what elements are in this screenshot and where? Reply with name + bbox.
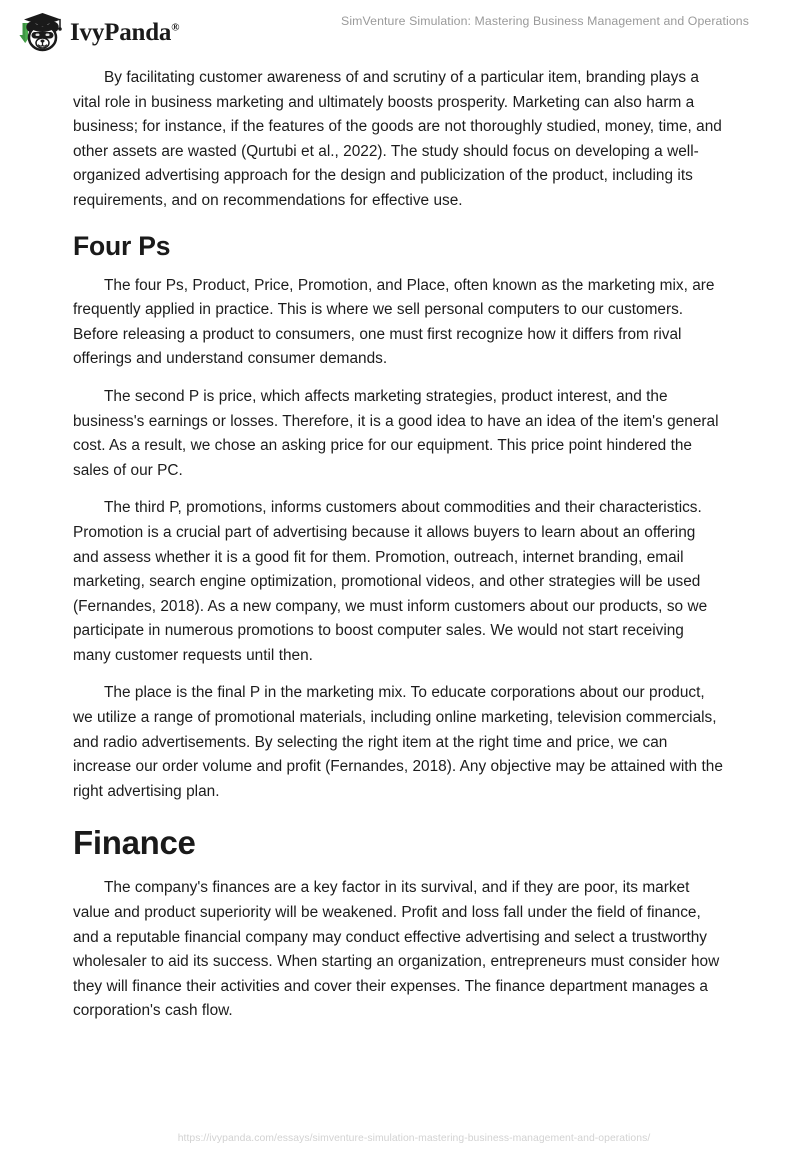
section-heading-four-ps: Four Ps — [73, 230, 171, 261]
section-heading-finance: Finance — [73, 824, 196, 862]
essay-content — [73, 66, 724, 1037]
page-footer — [0, 1128, 800, 1146]
document-title: SimVenture Simulation: Mastering Business Management and Operations — [341, 14, 749, 28]
ivypanda-logo[interactable] — [18, 10, 179, 54]
panda-graduate-icon — [18, 10, 64, 54]
brand-name-text: IvyPanda — [70, 18, 172, 46]
paragraph-four-ps-intro: The four Ps, Product, Price, Promotion, and Place, often known as the marketing mix, are frequently applied in practice. This is where we sell personal computers to our customers. Before releasing a product to consumers, one must first recognize how it differs from rival offerings and understand consumer demands. — [73, 276, 715, 368]
paragraph-price: The second P is price, which affects marketing strategies, product interest, and the business's earnings or losses. Therefore, it is a good idea to have an idea of the item's general cost. As a result, we chose an asking price for our equipment. This price point hindered the sales of our PC. — [73, 387, 719, 479]
paragraph-place: The place is the final P in the marketing mix. To educate corporations about our product, we utilize a range of promotional materials, including online marketing, television commercials, and radio advertisements. By selecting the right item at the right time and price, we can increase our order volume and profit (Fernandes, 2018). Any objective may be attained with the right advertising plan. — [73, 684, 723, 800]
paragraph-finance: The company's finances are a key factor in its survival, and if they are poor, its market value and product superiority will be weakened. Profit and loss fall under the field of finance, and a reputable financial company may conduct effective advertising and select a trustworthy wholesaler to aid its success. When starting an organization, entrepreneurs must consider how they will finance their activities and cover their expenses. The finance department manages a corporation's cash flow. — [73, 879, 720, 1020]
source-url-link[interactable]: https://ivypanda.com/essays/simventure-simulation-mastering-business-management-and-operations/ — [177, 1133, 651, 1144]
registered-trademark-symbol: ® — [171, 21, 180, 34]
paragraph-promotion: The third P, promotions, informs customers about commodities and their characteristics. Promotion is a crucial part of advertising because it allows buyers to learn about an offering and assess whether it is a good fit for them. Promotion, outreach, internet branding, email marketing, search engine optimization, promotional videos, and other strategies will be used (Fernandes, 2018). As a new company, we must inform customers about our products, so we participate in numerous promotions to boost computer sales. We would not start receiving many customer requests until then. — [73, 499, 708, 664]
paragraph-branding: By facilitating customer awareness of and scrutiny of a particular item, branding plays a vital role in business marketing and ultimately boosts prosperity. Marketing can also harm a business; for instance, if the features of the goods are not thoroughly studied, money, time, and other assets are wasted (Qurtubi et al., 2022). The study should focus on developing a well-organized advertising approach for the design and publicization of the product, including its requirements, and on recommendations for effective use. — [73, 69, 722, 209]
ivypanda-wordmark — [70, 20, 179, 45]
page-header — [0, 0, 800, 60]
